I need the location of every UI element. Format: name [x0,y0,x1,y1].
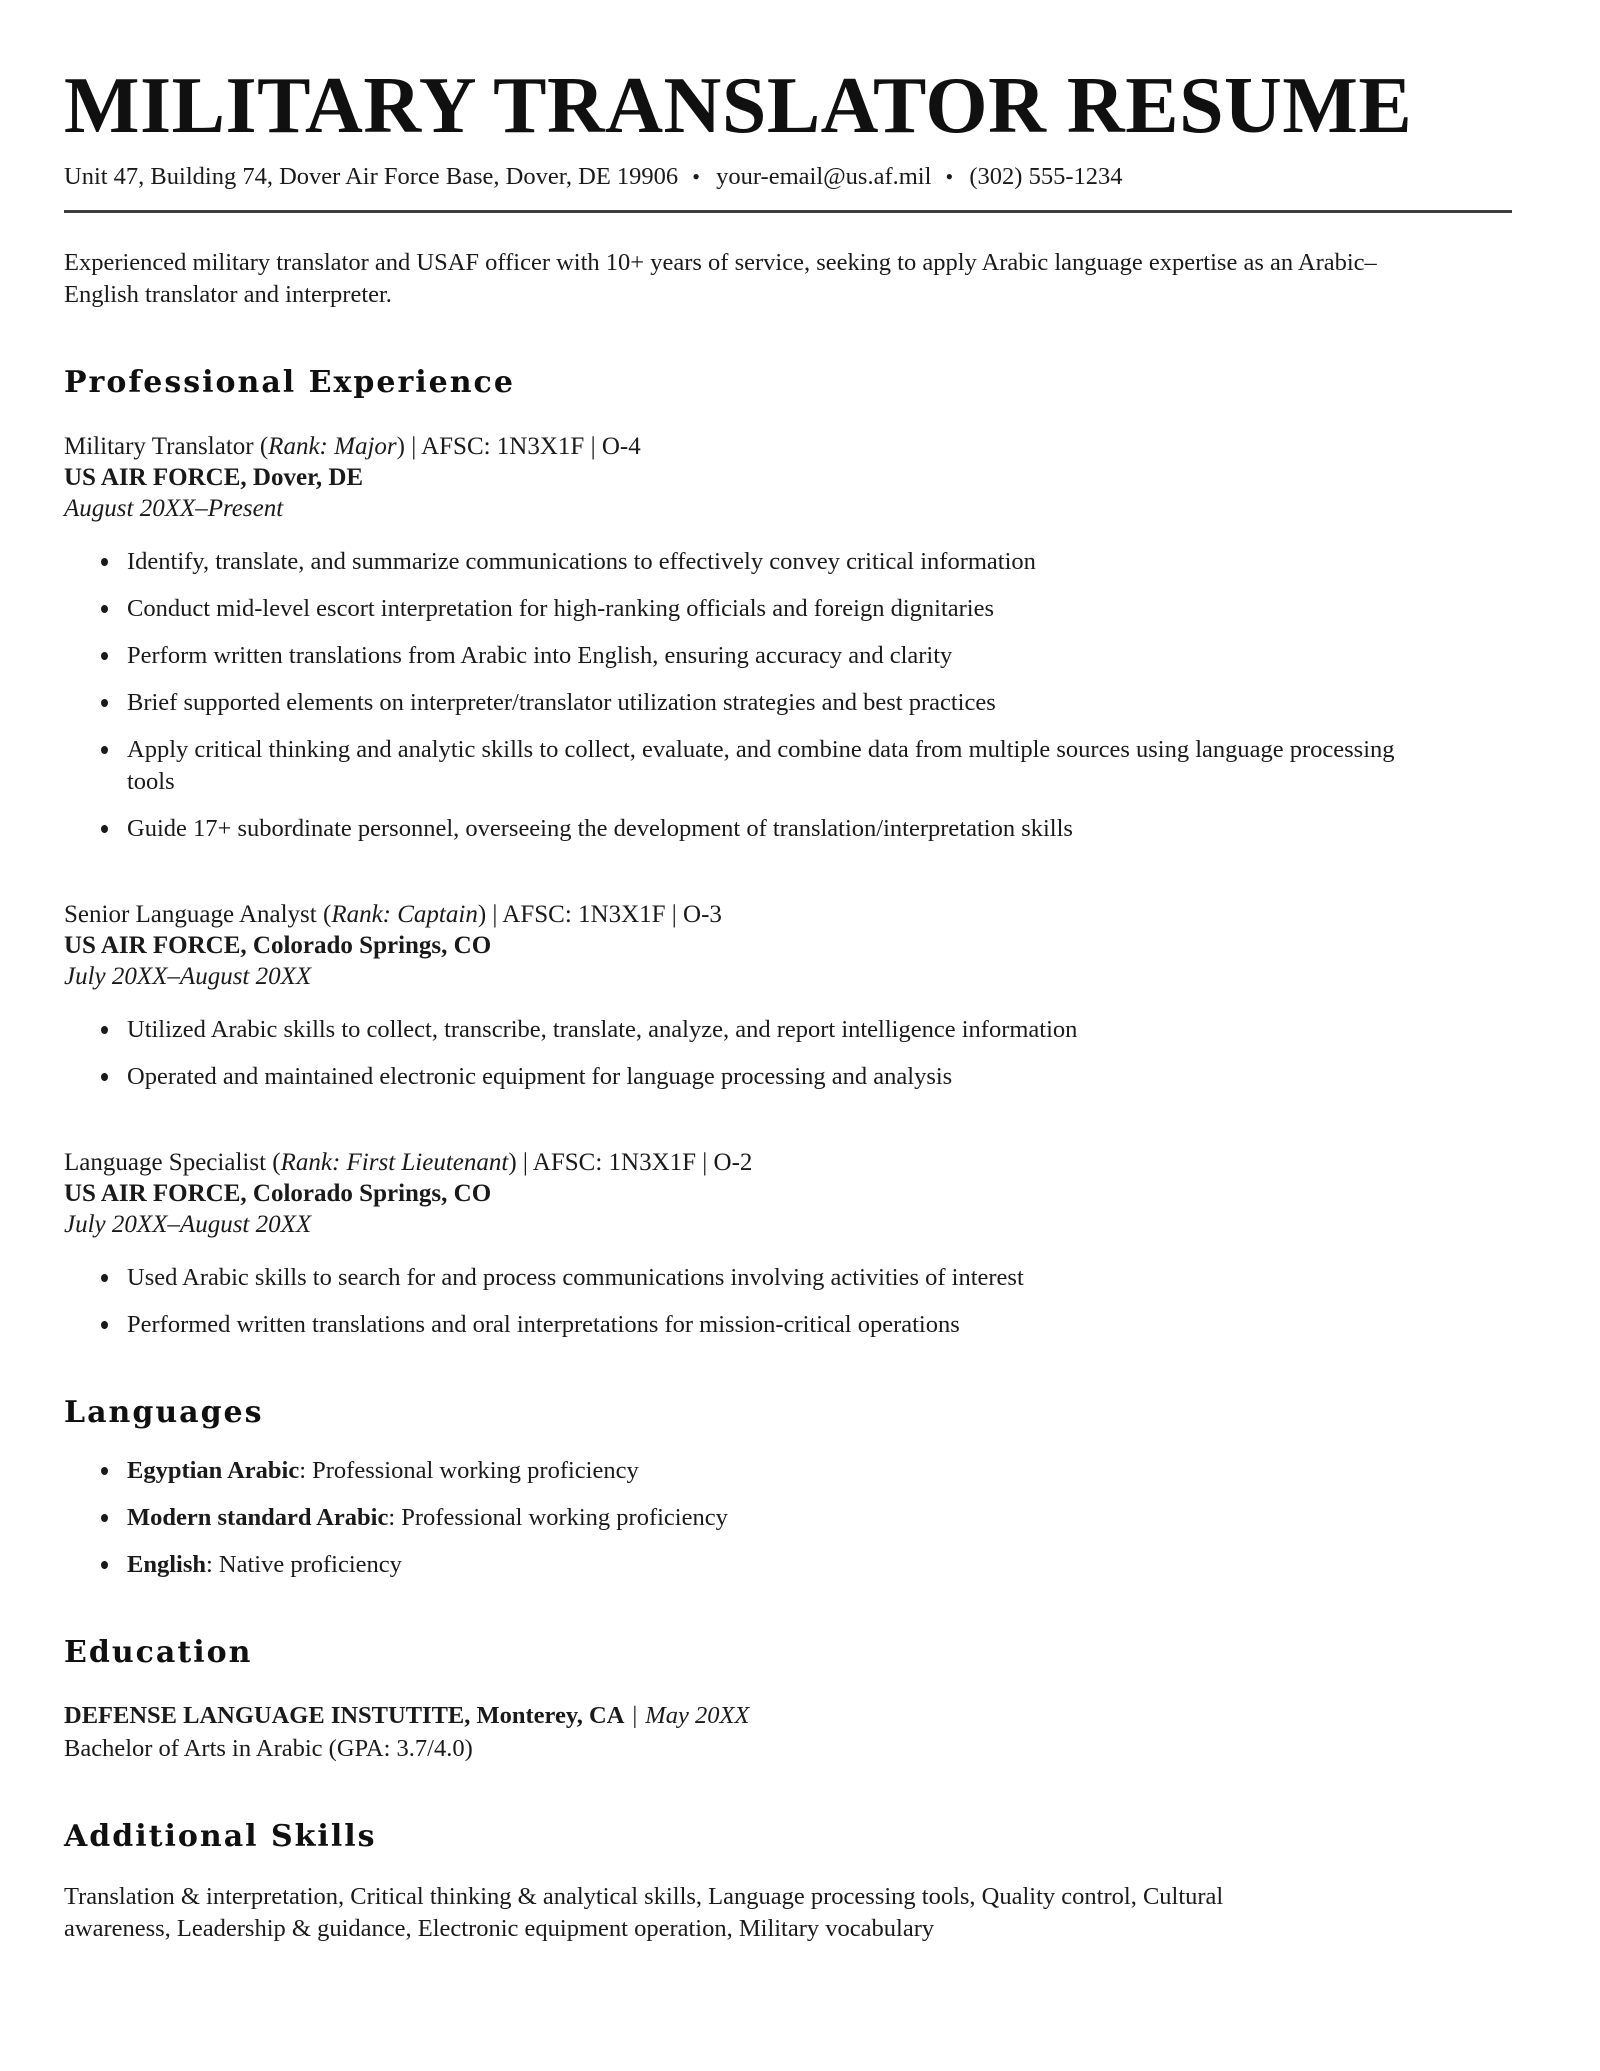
section-experience [64,365,1512,1341]
experience-heading: Professional Experience [64,365,515,400]
language-item [64,1455,1417,1487]
language-proficiency: : Professional working proficiency [299,1457,639,1484]
job-title [64,899,1512,930]
job-bullet-list [64,1014,1512,1093]
contact-line [64,162,1512,192]
job-entry [64,899,1512,1093]
job-title-text: Military Translator ( [64,433,269,460]
education-school-line [64,1699,1512,1732]
contact-email: your-email@us.af.mil [716,163,932,190]
job-dates: July 20XX–August 20XX [64,1211,312,1238]
bullet-separator: • [945,164,954,189]
language-name: English [127,1551,206,1578]
language-item [64,1549,1417,1581]
section-skills [64,1819,1512,1945]
job-bullet: Used Arabic skills to search for and process communications involving activities of interest [64,1262,1417,1294]
language-name: Modern standard Arabic [127,1504,389,1531]
job-bullet: Perform written translations from Arabic into English, ensuring accuracy and clarity [64,640,1417,672]
job-bullet: Utilized Arabic skills to collect, transcribe, translate, analyze, and report intelligence information [64,1014,1417,1046]
job-title [64,431,1512,462]
resume-header [64,64,1512,213]
job-entry [64,431,1512,845]
job-bullet-list [64,1262,1512,1341]
job-title-suffix: ) | AFSC: 1N3X1F | O-4 [396,433,641,460]
job-bullet: Brief supported elements on interpreter/translator utilization strategies and best practices [64,687,1417,719]
job-company: US AIR FORCE, Colorado Springs, CO [64,1180,492,1207]
job-title-text: Senior Language Analyst ( [64,901,332,928]
header-divider [64,210,1512,213]
skills-paragraph: Translation & interpretation, Critical thinking & analytical skills, Language processing tools, Quality control, Cultural awareness, Leadership & guidance, Electronic equipment operation, Military vocabulary [64,1883,1224,1942]
job-title [64,1147,1512,1178]
pipe-separator: | [632,1702,638,1729]
job-company: US AIR FORCE, Dover, DE [64,464,364,491]
section-languages [64,1395,1512,1581]
languages-heading: Languages [64,1395,264,1430]
education-school: DEFENSE LANGUAGE INSTUTITE, Monterey, CA [64,1702,625,1729]
education-entry [64,1699,1512,1765]
job-dates: August 20XX–Present [64,495,284,522]
job-rank: Rank: Captain [331,901,478,928]
language-list [64,1455,1512,1581]
education-date: May 20XX [645,1702,750,1729]
education-degree: Bachelor of Arts in Arabic (GPA: 3.7/4.0) [64,1735,473,1762]
job-title-text: Language Specialist ( [64,1149,281,1176]
language-proficiency: : Professional working proficiency [388,1504,728,1531]
job-bullet-list [64,546,1512,845]
skills-heading: Additional Skills [64,1819,377,1854]
job-rank: Rank: Major [268,433,397,460]
job-company: US AIR FORCE, Colorado Springs, CO [64,932,492,959]
education-heading: Education [64,1635,253,1670]
job-bullet: Identify, translate, and summarize communications to effectively convey critical information [64,546,1417,578]
section-education [64,1635,1512,1765]
job-bullet: Performed written translations and oral interpretations for mission-critical operations [64,1309,1417,1341]
job-bullet: Operated and maintained electronic equipment for language processing and analysis [64,1061,1417,1093]
page-title: MILITARY TRANSLATOR RESUME [64,62,1413,150]
language-proficiency: : Native proficiency [206,1551,402,1578]
bullet-separator: • [692,164,700,189]
contact-address: Unit 47, Building 74, Dover Air Force Base, Dover, DE 19906 [64,163,679,190]
language-name: Egyptian Arabic [127,1457,300,1484]
job-bullet: Guide 17+ subordinate personnel, overseeing the development of translation/interpretation skills [64,813,1417,845]
summary-paragraph: Experienced military translator and USAF officer with 10+ years of service, seeking to apply Arabic language expertise as an Arabic–English translator and interpreter. [64,249,1377,308]
contact-phone: (302) 555-1234 [969,163,1123,190]
job-dates: July 20XX–August 20XX [64,963,312,990]
job-entry [64,1147,1512,1341]
job-bullet: Apply critical thinking and analytic skills to collect, evaluate, and combine data from multiple sources using language processing tools [64,734,1417,798]
language-item [64,1502,1417,1534]
job-title-suffix: ) | AFSC: 1N3X1F | O-3 [477,901,722,928]
job-rank: Rank: First Lieutenant [280,1149,509,1176]
job-bullet: Conduct mid-level escort interpretation for high-ranking officials and foreign dignitaries [64,593,1417,625]
job-title-suffix: ) | AFSC: 1N3X1F | O-2 [508,1149,753,1176]
